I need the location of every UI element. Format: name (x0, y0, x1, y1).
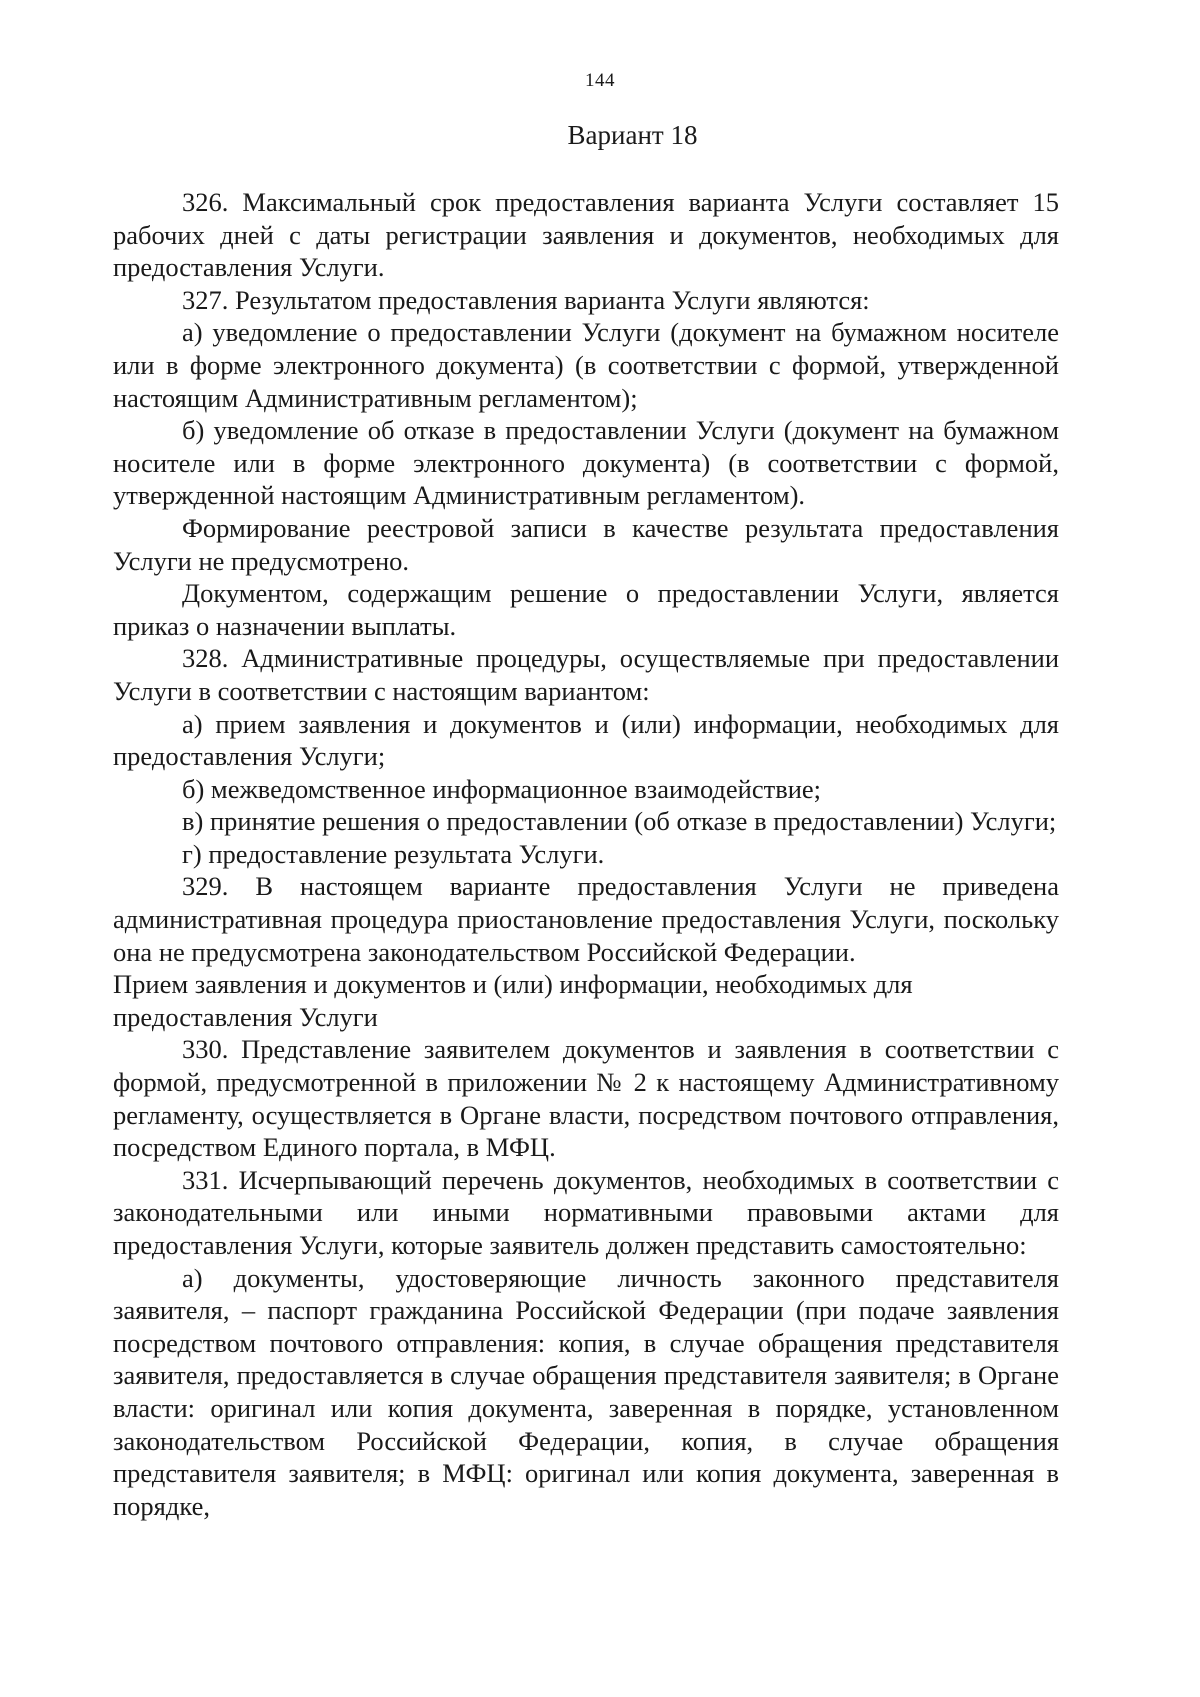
paragraph-327-a: а) уведомление о предоставлении Услуги (документ на бумажном носителе или в форме электронного документа) (в соответствии с формой, утвержденной настоящим Административным регламентом); (113, 317, 1059, 413)
paragraph-328-g: г) предоставление результата Услуги. (182, 838, 605, 869)
variant-title: Вариант 18 (567, 120, 698, 150)
paragraph-326: 326. Максимальный срок предоставления варианта Услуги составляет 15 рабочих дней с даты регистрации заявления и документов, необходимых для предоставления Услуги. (113, 187, 1059, 283)
paragraph-331-a: а) документы, удостоверяющие личность законного представителя заявителя, – паспорт гражданина Российской Федерации (при подаче заявления посредством почтового отправления: копия, в случае обращения представителя заявителя, предоставляется в случае обращения представителя заявителя; в Органе власти: оригинал или копия документа, заверенная в порядке, установленном законодательством Российской Федерации, копия, в случае обращения представителя заявителя; в МФЦ: оригинал или копия документа, заверенная в порядке, (113, 1262, 1059, 1521)
paragraph-331: 331. Исчерпывающий перечень документов, необходимых в соответствии с законодательными или иными нормативными правовыми актами для предоставления Услуги, которые заявитель должен представить самостоятельно: (113, 1164, 1059, 1260)
section-heading-line-2: предоставления Услуги (113, 1001, 378, 1032)
paragraph-329: 329. В настоящем варианте предоставления Услуги не приведена административная процедура приостановление предоставления Услуги, поскольку она не предусмотрена законодательством Российской Федерации. (113, 871, 1059, 967)
section-heading (113, 968, 1059, 1033)
paragraph-decision-document: Документом, содержащим решение о предоставлении Услуги, является приказ о назначении выплаты. (113, 578, 1059, 641)
paragraph-330: 330. Представление заявителем документов и заявления в соответствии с формой, предусмотренной в приложении № 2 к настоящему Административному регламенту, осуществляется в Органе власти, посредством почтового отправления, посредством Единого портала, в МФЦ. (113, 1034, 1059, 1163)
paragraph-328-b: б) межведомственное информационное взаимодействие; (182, 773, 822, 804)
section-heading-line-1: Прием заявления и документов и (или) информации, необходимых для (113, 969, 913, 1000)
paragraph-328-v: в) принятие решения о предоставлении (об отказе в предоставлении) Услуги; (182, 806, 1057, 837)
paragraph-328: 328. Административные процедуры, осуществляемые при предоставлении Услуги в соответствии с настоящим вариантом: (113, 643, 1059, 706)
paragraph-327-b: б) уведомление об отказе в предоставлении Услуги (документ на бумажном носителе или в форме электронного документа) (в соответствии с формой, утвержденной настоящим Административным регламентом). (113, 415, 1059, 511)
document-body (113, 186, 1059, 1522)
paragraph-327: 327. Результатом предоставления варианта Услуги являются: (182, 284, 870, 315)
paragraph-328-a: а) прием заявления и документов и (или) информации, необходимых для предоставления Услуги; (113, 708, 1059, 772)
page-number: 144 (585, 70, 615, 91)
paragraph-registry-note: Формирование реестровой записи в качестве результата предоставления Услуги не предусмотрено. (113, 512, 1059, 576)
